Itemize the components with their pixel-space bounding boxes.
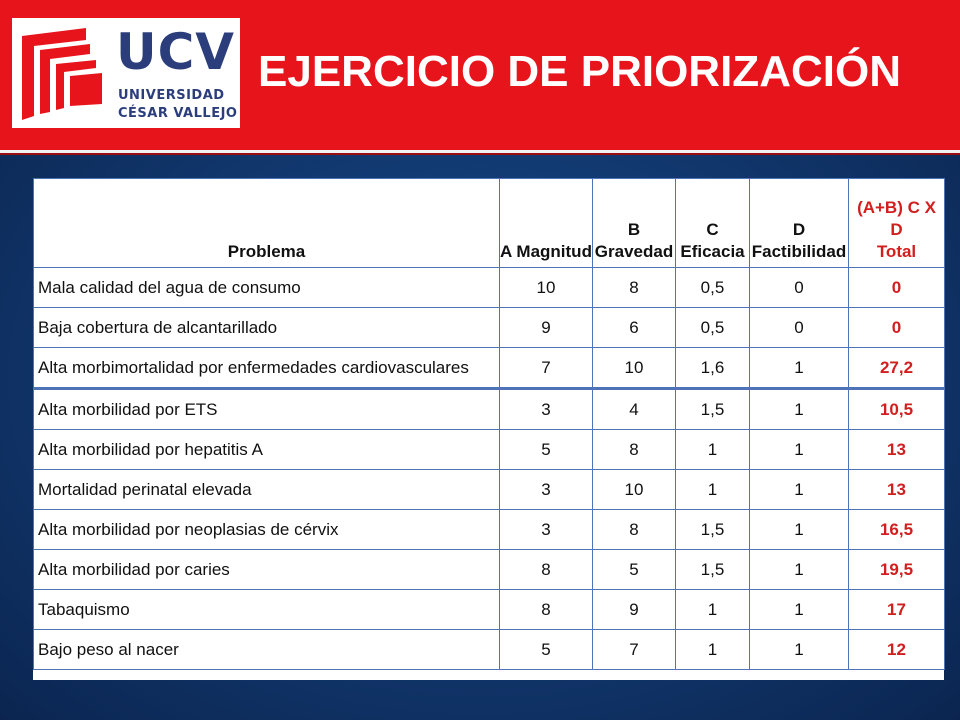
cell-total: 17	[849, 590, 945, 630]
cell-problema: Mala calidad del agua de consumo	[34, 268, 500, 308]
cell-d: 1	[750, 510, 849, 550]
header-a	[500, 179, 593, 268]
cell-a: 7	[500, 348, 593, 389]
logo-university-line: UNIVERSIDAD	[118, 88, 225, 103]
logo-acronym: UCV	[116, 23, 235, 81]
cell-total: 16,5	[849, 510, 945, 550]
cell-d: 1	[750, 550, 849, 590]
cell-b: 8	[593, 510, 676, 550]
cell-c: 1	[676, 430, 750, 470]
cell-total: 19,5	[849, 550, 945, 590]
cell-d: 1	[750, 389, 849, 430]
ucv-emblem-icon	[16, 26, 108, 122]
cell-c: 1	[676, 470, 750, 510]
cell-c: 1,5	[676, 510, 750, 550]
cell-c: 1,6	[676, 348, 750, 389]
table-row	[34, 348, 945, 389]
header-total-label: Total	[876, 242, 917, 261]
cell-total: 12	[849, 630, 945, 670]
cell-c: 0,5	[676, 308, 750, 348]
cell-c: 0,5	[676, 268, 750, 308]
cell-d: 1	[750, 630, 849, 670]
cell-total: 0	[849, 268, 945, 308]
cell-d: 1	[750, 430, 849, 470]
cell-c: 1,5	[676, 389, 750, 430]
priorization-table-container	[33, 178, 944, 680]
header-d-label: Factibilidad	[751, 242, 847, 261]
cell-a: 8	[500, 590, 593, 630]
table-row	[34, 470, 945, 510]
ucv-logo	[12, 18, 240, 128]
cell-problema: Alta morbilidad por hepatitis A	[34, 430, 500, 470]
table-row	[34, 590, 945, 630]
header-c-letter: C	[706, 220, 719, 239]
table-row	[34, 630, 945, 670]
cell-a: 5	[500, 630, 593, 670]
cell-problema: Tabaquismo	[34, 590, 500, 630]
cell-a: 3	[500, 470, 593, 510]
cell-total: 0	[849, 308, 945, 348]
cell-d: 0	[750, 308, 849, 348]
cell-problema: Alta morbilidad por caries	[34, 550, 500, 590]
header-total-formula: (A+B) C X D	[857, 198, 936, 239]
cell-total: 10,5	[849, 389, 945, 430]
cell-total: 13	[849, 470, 945, 510]
cell-d: 0	[750, 268, 849, 308]
header-b-letter: B	[627, 220, 641, 239]
cell-b: 10	[593, 470, 676, 510]
header-total	[849, 179, 945, 268]
cell-d: 1	[750, 470, 849, 510]
table-row	[34, 430, 945, 470]
header-banner	[0, 0, 960, 153]
table-row	[34, 389, 945, 430]
table-header-row	[34, 179, 945, 268]
cell-problema: Alta morbilidad por ETS	[34, 389, 500, 430]
header-b-label: Gravedad	[594, 242, 674, 261]
header-d-letter: D	[792, 220, 806, 239]
cell-c: 1,5	[676, 550, 750, 590]
header-c	[676, 179, 750, 268]
cell-b: 9	[593, 590, 676, 630]
cell-problema: Alta morbilidad por neoplasias de cérvix	[34, 510, 500, 550]
page-title: EJERCICIO DE PRIORIZACIÓN	[258, 47, 901, 96]
cell-b: 6	[593, 308, 676, 348]
table-row	[34, 550, 945, 590]
cell-b: 4	[593, 389, 676, 430]
cell-d: 1	[750, 590, 849, 630]
cell-b: 8	[593, 268, 676, 308]
cell-total: 27,2	[849, 348, 945, 389]
cell-b: 10	[593, 348, 676, 389]
cell-a: 3	[500, 510, 593, 550]
cell-total: 13	[849, 430, 945, 470]
cell-b: 8	[593, 430, 676, 470]
table-row	[34, 268, 945, 308]
cell-a: 5	[500, 430, 593, 470]
table-row	[34, 510, 945, 550]
cell-d: 1	[750, 348, 849, 389]
cell-b: 5	[593, 550, 676, 590]
cell-problema: Bajo peso al nacer	[34, 630, 500, 670]
cell-a: 3	[500, 389, 593, 430]
cell-a: 9	[500, 308, 593, 348]
header-problema	[34, 179, 500, 268]
cell-a: 10	[500, 268, 593, 308]
table-row	[34, 308, 945, 348]
cell-b: 7	[593, 630, 676, 670]
header-problema-label: Problema	[227, 242, 306, 261]
cell-a: 8	[500, 550, 593, 590]
priorization-table	[33, 178, 945, 670]
cell-c: 1	[676, 590, 750, 630]
logo-name-line: CÉSAR VALLEJO	[118, 106, 238, 121]
cell-problema: Alta morbimortalidad por enfermedades cardiovasculares	[34, 348, 500, 389]
cell-c: 1	[676, 630, 750, 670]
cell-problema: Mortalidad perinatal elevada	[34, 470, 500, 510]
header-d	[750, 179, 849, 268]
header-c-label: Eficacia	[680, 242, 745, 261]
header-a-label: A Magnitud	[500, 242, 592, 261]
header-b	[593, 179, 676, 268]
cell-problema: Baja cobertura de alcantarillado	[34, 308, 500, 348]
